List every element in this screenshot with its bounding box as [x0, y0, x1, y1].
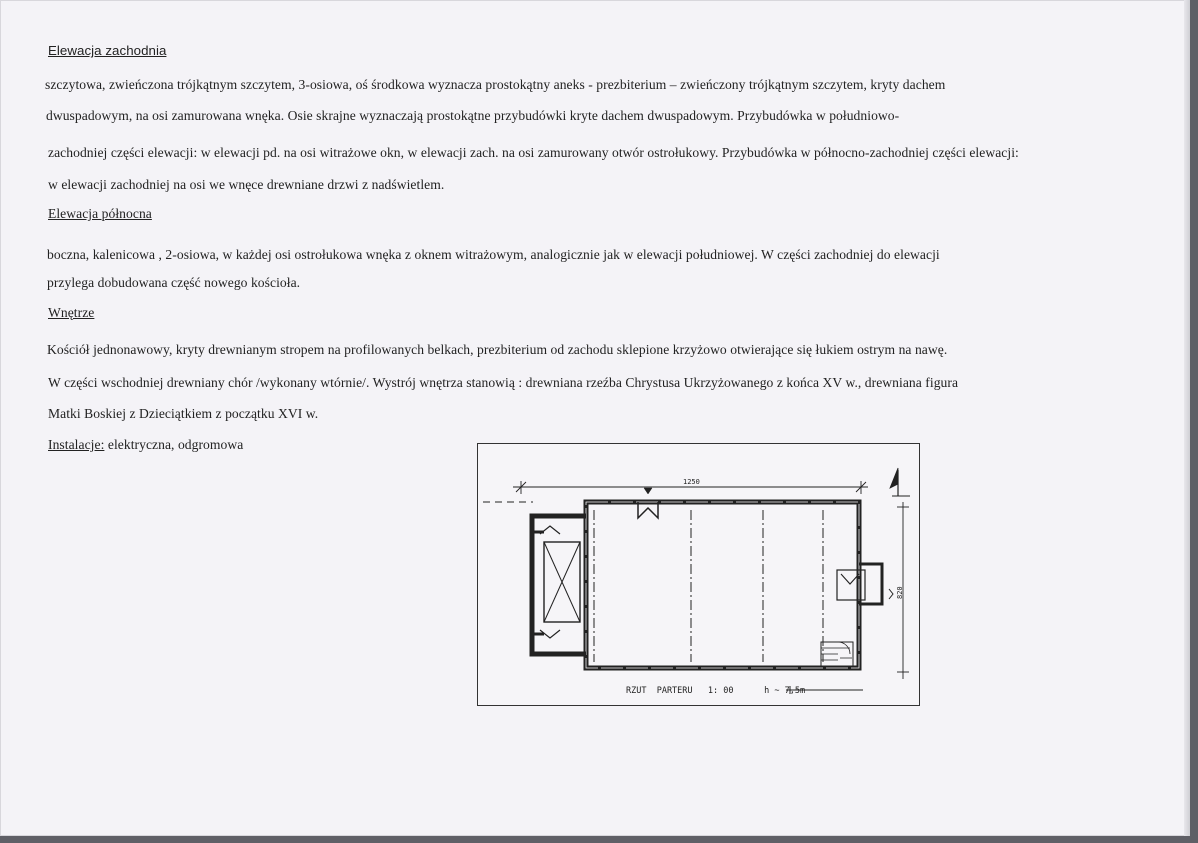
interior-paragraph-line: Matki Boskiej z Dzieciątkiem z początku XVI w.	[48, 406, 319, 421]
floor-plan-drawing	[477, 443, 920, 706]
interior-paragraph-line: W części wschodniej drewniany chór /wykonany wtórnie/. Wystrój wnętrza stanowią : drewniana rzeźba Chrystusa Ukrzyżowanego z końca XV w., drewniana figura	[48, 375, 959, 390]
installations-value: elektryczna, odgromowa	[104, 437, 244, 452]
north-paragraph-line: przylega dobudowana część nowego kościoła.	[47, 275, 301, 290]
installations-line	[48, 437, 243, 453]
nave-walls	[586, 502, 859, 668]
west-paragraph-line: szczytowa, zwieńczona trójkątnym szczytem, 3-osiowa, oś środkowa wyznacza prostokątny aneks - prezbiterium – zwieńczony trójkątnym szczytem, kryty dachem	[45, 77, 946, 92]
north-paragraph-line: boczna, kalenicowa , 2-osiowa, w każdej osi ostrołukowa wnęka z oknem witrażowym, analogicznie jak w elewacji południowej. W części zachodniej do elewacji	[47, 247, 940, 262]
floor-plan-svg	[478, 444, 919, 705]
installations-label: Instalacje:	[48, 437, 105, 452]
heading-north-elevation: Elewacja północna	[48, 206, 152, 221]
west-paragraph-line: dwuspadowym, na osi zamurowana wnęka. Osie skrajne wyznaczają prostokątne przybudówki kryte dachem dwuspadowym. Przybudówka w południowo-	[46, 108, 900, 123]
west-paragraph-line: zachodniej części elewacji: w elewacji pd. na osi witrażowe okn, w elewacji zach. na osi zamurowany otwór ostrołukowy. Przybudówka w północno-zachodniej części elewacji:	[48, 145, 1019, 160]
west-paragraph-line: w elewacji zachodniej na osi we wnęce drewniane drzwi z nadświetlem.	[48, 177, 445, 192]
interior-paragraph-line: Kościół jednonawowy, kryty drewnianym stropem na profilowanych belkach, prezbiterium od zachodu sklepione krzyżowo otwierające się łukiem ostrym na nawę.	[47, 342, 948, 357]
dimension-label-width: 820	[896, 586, 904, 599]
heading-west-elevation: Elewacja zachodnia	[48, 43, 167, 58]
plan-caption: RZUT PARTERU 1: 00 h ~ 7,5m	[626, 686, 806, 696]
dimension-label-length: 1250	[683, 478, 700, 486]
heading-interior: Wnętrze	[48, 305, 95, 320]
